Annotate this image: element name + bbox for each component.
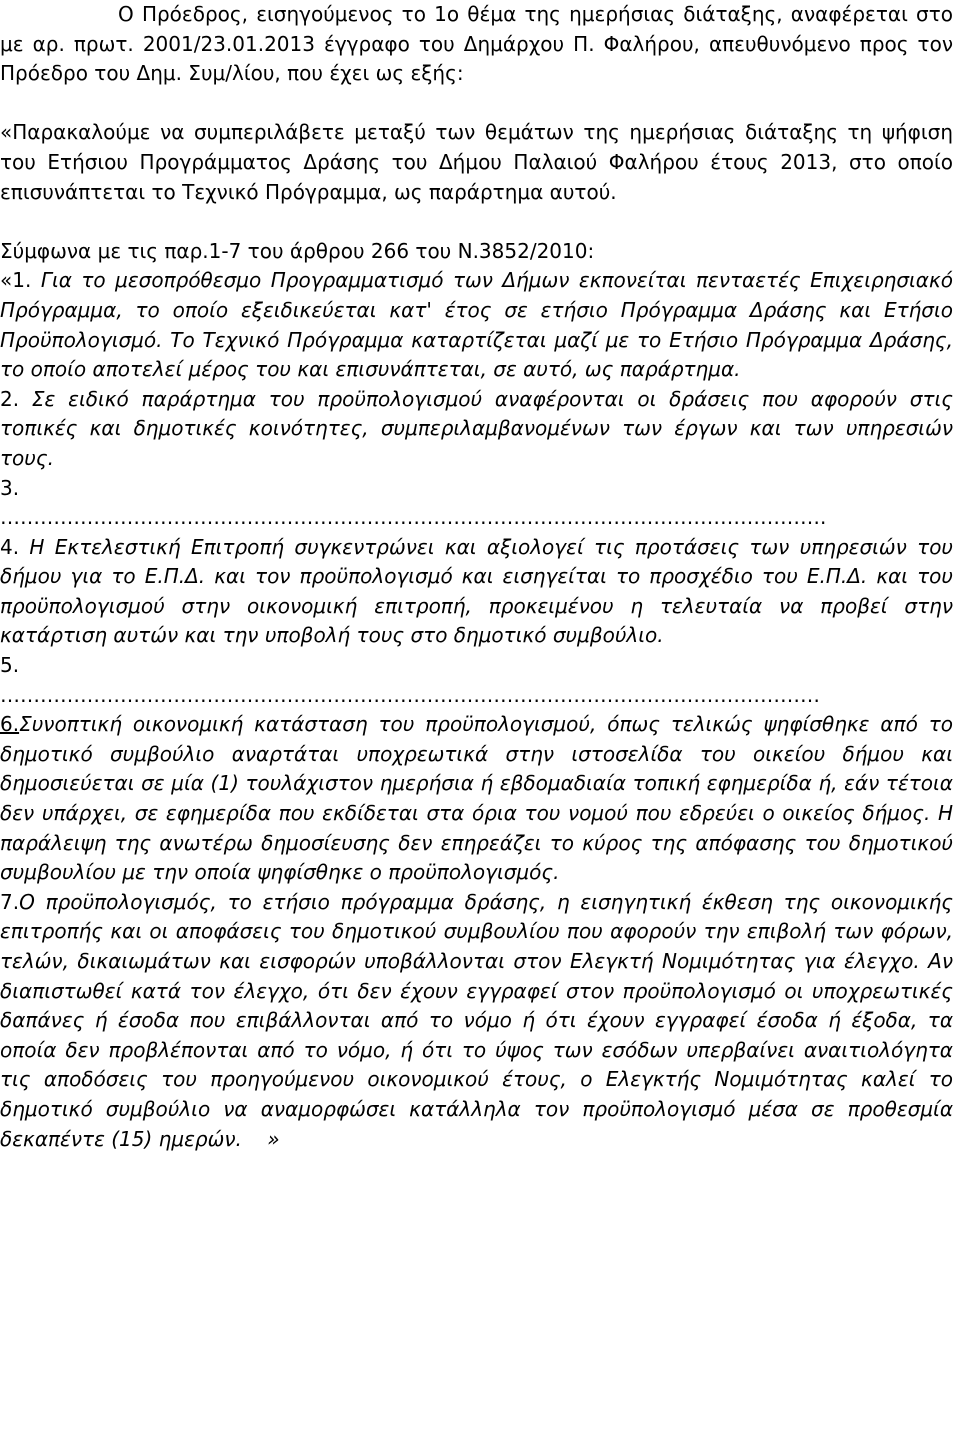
law-item-1-number: «1.	[0, 268, 32, 293]
law-item-6	[0, 710, 953, 888]
law-item-1	[0, 266, 953, 384]
law-item-7-text: Ο προϋπολογισμός, το ετήσιο πρόγραμμα δράσης, η εισηγητική έκθεση της οικονομικής επιτροπής και οι αποφάσεις του δημοτικού συμβουλίου που αφορούν την επιβολή των φόρων, τελών, δικαιωμάτων και εισφορών υποβάλλονται στον Ελεγκτή Νομιμότητας για έλεγχο. Αν διαπιστωθεί κατά τον έλεγχο, ότι δεν έχουν εγγραφεί στον προϋπολογισμό οι υποχρεωτικές δαπάνες ή έσοδα που επιβάλλονται από το νόμο ή ότι έχουν εγγραφεί έσοδα ή έξοδα, τα οποία δεν προβλέπονται από το νόμο, ή ότι το ύψος των εσόδων υπερβαίνει αναιτιολόγητα τις αποδόσεις του προηγούμενου οικονομικού έτους, ο Ελεγκτής Νομιμότητας καλεί το δημοτικό συμβούλιο να αναμορφώσει κατάλληλα τον προϋπολογισμό μέσα σε προθεσμία δεκαπέντε (15) ημερών.	[0, 889, 953, 1151]
law-item-6-number: 6.	[0, 712, 20, 737]
law-item-2	[0, 385, 953, 474]
law-item-2-number: 2.	[0, 386, 20, 411]
law-item-7	[0, 888, 953, 1154]
law-item-6-text: Συνοπτική οικονομική κατάσταση του προϋπολογισμού, όπως τελικώς ψηφίσθηκε από το δημοτικό συμβούλιο αναρτάται υποχρεωτικά στην ιστοσελίδα του οικείου δήμου και δημοσιεύεται σε μία (1) τουλάχιστον ημερήσια ή εβδομαδιαία τοπική εφημερίδα ή, εάν τέτοια δεν υπάρχει, σε εφημερίδα που εκδίδεται στα όρια του νομού που εδρεύει ο οικείος δήμος. Η παράλειψη της ανωτέρω δημοσίευσης δεν επηρεάζει το κύρος της απόφασης του δημοτικού συμβουλίου με την οποία ψηφίσθηκε ο προϋπολογισμός.	[0, 712, 953, 885]
law-item-3-number: 3.	[0, 475, 20, 500]
law-item-4-text: Η Εκτελεστική Επιτροπή συγκεντρώνει και αξιολογεί τις προτάσεις των υπηρεσιών του δήμου για το Ε.Π.Δ. και τον προϋπολογισμό και εισηγείται το προσχέδιο του Ε.Π.Δ. και του προϋπολογισμού στην οικονομική επιτροπή, προκειμένου η τελευταία να προβεί στην κατάρτιση αυτών και την υποβολή τους στο δημοτικό συμβούλιο.	[0, 534, 953, 648]
request-paragraph: «Παρακαλούμε να συμπεριλάβετε μεταξύ των θεμάτων της ημερήσιας διάταξης τη ψήφιση του Ετήσιου Προγράμματος Δράσης του Δήμου Παλαιού Φαλήρου έτους 2013, στο οποίο επισυνάπτεται το Τεχνικό Πρόγραμμα, ως παράρτημα αυτού.	[0, 120, 953, 204]
law-item-4	[0, 533, 953, 651]
spacer	[0, 207, 953, 237]
ellipsis-line-1: …………………………………………………………………………………………………………….	[0, 505, 827, 530]
law-heading: Σύμφωνα με τις παρ.1-7 του άρθρου 266 του Ν.3852/2010:	[0, 238, 595, 263]
law-item-5-number: 5.	[0, 653, 20, 678]
law-item-1-text: Για το μεσοπρόθεσμο Προγραμματισμό των Δήμων εκπονείται πενταετές Επιχειρησιακό Πρόγραμμα, το οποίο εξειδικεύεται κατ' έτος σε ετήσιο Πρόγραμμα Δράσης και Ετήσιο Προϋπολογισμό. Το Τεχνικό Πρόγραμμα καταρτίζεται μαζί με το Ετήσιο Πρόγραμμα Δράσης, το οποίο αποτελεί μέρος του και επισυνάπτεται, σε αυτό, ως παράρτημα.	[0, 268, 953, 382]
law-item-2-text: Σε ειδικό παράρτημα του προϋπολογισμού αναφέρονται οι δράσεις που αφορούν στις τοπικές και δημοτικές κοινότητες, συμπεριλαμβανομένων των έργων και των υπηρεσιών τους.	[0, 386, 953, 470]
law-item-7-number: 7.	[0, 889, 20, 914]
ellipsis-line-2: ……………………………………………………………………………………………………………	[0, 682, 820, 707]
closing-quote: »	[267, 1126, 280, 1151]
intro-paragraph: Ο Πρόεδρος, εισηγούμενος το 1ο θέμα της ημερήσιας διάταξης, αναφέρεται στο με αρ. πρωτ. 2001/23.01.2013 έγγραφο του Δημάρχου Π. Φαλήρου, απευθυνόμενο προς τον Πρόεδρο του Δημ. Συμ/λίου, που έχει ως εξής:	[0, 2, 953, 86]
law-item-4-number: 4.	[0, 534, 20, 559]
spacer	[0, 89, 953, 119]
